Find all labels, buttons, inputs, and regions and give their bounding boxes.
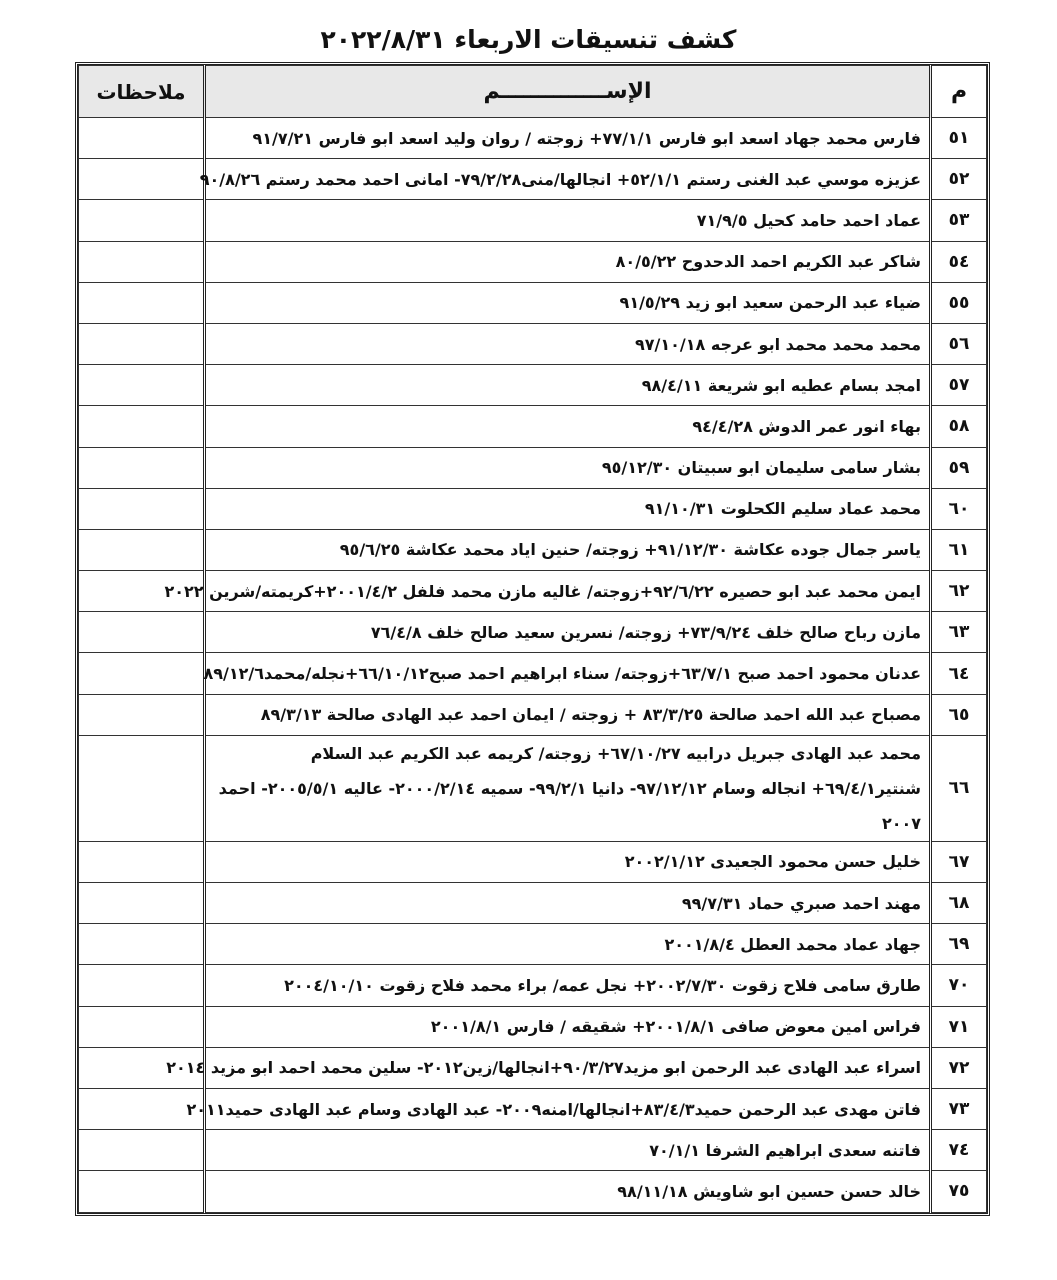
row-number: ٦٩ — [931, 924, 987, 965]
row-notes — [79, 406, 205, 447]
header-notes: ملاحظات — [79, 66, 205, 118]
row-number: ٧٠ — [931, 965, 987, 1006]
table-row — [79, 571, 987, 612]
table-row — [79, 735, 987, 841]
row-notes — [79, 924, 205, 965]
table-row — [79, 365, 987, 406]
row-number: ٥١ — [931, 118, 987, 159]
row-number: ٥٧ — [931, 365, 987, 406]
row-notes — [79, 653, 205, 694]
row-number: ٧١ — [931, 1006, 987, 1047]
table-row — [79, 883, 987, 924]
row-number: ٥٤ — [931, 241, 987, 282]
row-notes — [79, 488, 205, 529]
row-number: ٦١ — [931, 529, 987, 570]
table-row — [79, 241, 987, 282]
table-row — [79, 1006, 987, 1047]
row-name: طارق سامى فلاح زقوت ٢٠٠٢/٧/٣٠+ نجل عمه/ براء محمد فلاح زقوت ٢٠٠٤/١٠/١٠ — [205, 965, 931, 1006]
row-number: ٦٧ — [931, 841, 987, 882]
row-name: عزيزه موسي عبد الغنى رستم ٥٢/١/١+ انجالها/منى٧٩/٢/٢٨- امانى احمد محمد رستم ٩٠/٨/٢٦ — [205, 159, 931, 200]
row-name: ضياء عبد الرحمن سعيد ابو زيد ٩١/٥/٢٩ — [205, 282, 931, 323]
table-row — [79, 965, 987, 1006]
row-notes — [79, 118, 205, 159]
row-name: محمد عبد الهادى جبريل درابيه ٦٧/١٠/٢٧+ زوجته/ كريمه عبد الكريم عبد السلام شنتير٦٩/٤/١+ انجاله وسام ٩٧/١٢/١٢- دانيا ٩٩/٢/١- سميه ٢٠٠٠/٢/١٤- عاليه ٢٠٠٥/٥/١- احمد ٢٠٠٧ — [205, 735, 931, 841]
row-notes — [79, 735, 205, 841]
table-row — [79, 924, 987, 965]
row-name: عدنان محمود احمد صبح ٦٣/٧/١+زوجته/ سناء ابراهيم احمد صبح٦٦/١٠/١٢+نجله/محمد٨٩/١٢/٦ — [205, 653, 931, 694]
row-notes — [79, 365, 205, 406]
row-notes — [79, 965, 205, 1006]
row-name: شاكر عبد الكريم احمد الدحدوح ٨٠/٥/٢٢ — [205, 241, 931, 282]
row-notes — [79, 241, 205, 282]
table-row — [79, 1047, 987, 1088]
header-name: الإســــــــــــــم — [205, 66, 931, 118]
row-name: اسراء عبد الهادى عبد الرحمن ابو مزيد٩٠/٣/٢٧+انجالها/زين٢٠١٢- سلين محمد احمد ابو مزيد ٢٠١٤ — [205, 1047, 931, 1088]
row-notes — [79, 200, 205, 241]
coordination-sheet — [75, 62, 990, 1216]
row-name: محمد عماد سليم الكحلوت ٩١/١٠/٣١ — [205, 488, 931, 529]
table-row — [79, 159, 987, 200]
row-number: ٥٣ — [931, 200, 987, 241]
table-header-row — [79, 66, 987, 118]
table-row — [79, 1088, 987, 1129]
row-number: ٦٢ — [931, 571, 987, 612]
row-notes — [79, 282, 205, 323]
table-body — [79, 118, 987, 1213]
row-notes — [79, 883, 205, 924]
row-name: خالد حسن حسين ابو شاويش ٩٨/١١/١٨ — [205, 1171, 931, 1212]
row-name: جهاد عماد محمد العطل ٢٠٠١/٨/٤ — [205, 924, 931, 965]
table-row — [79, 200, 987, 241]
row-name: عماد احمد حامد كحيل ٧١/٩/٥ — [205, 200, 931, 241]
row-number: ٧٢ — [931, 1047, 987, 1088]
row-notes — [79, 447, 205, 488]
row-name: مازن رباح صالح خلف ٧٣/٩/٢٤+ زوجته/ نسرين سعيد صالح خلف ٧٦/٤/٨ — [205, 612, 931, 653]
row-number: ٦٥ — [931, 694, 987, 735]
row-number: ٥٦ — [931, 323, 987, 364]
row-notes — [79, 529, 205, 570]
row-number: ٥٩ — [931, 447, 987, 488]
row-name: بهاء انور عمر الدوش ٩٤/٤/٢٨ — [205, 406, 931, 447]
table-row — [79, 1130, 987, 1171]
table-row — [79, 323, 987, 364]
row-number: ٧٣ — [931, 1088, 987, 1129]
row-number: ٦٨ — [931, 883, 987, 924]
row-name: ياسر جمال جوده عكاشة ٩١/١٢/٣٠+ زوجته/ حنين اياد محمد عكاشة ٩٥/٦/٢٥ — [205, 529, 931, 570]
names-table — [78, 65, 987, 1213]
row-number: ٧٥ — [931, 1171, 987, 1212]
row-notes — [79, 841, 205, 882]
row-notes — [79, 612, 205, 653]
row-number: ٥٨ — [931, 406, 987, 447]
row-number: ٦٦ — [931, 735, 987, 841]
row-notes — [79, 1171, 205, 1212]
page-title: كشف تنسيقات الاربعاء ٢٠٢٢/٨/٣١ — [320, 25, 737, 54]
row-number: ٥٥ — [931, 282, 987, 323]
row-number: ٥٢ — [931, 159, 987, 200]
table-row — [79, 118, 987, 159]
table-row — [79, 488, 987, 529]
table-row — [79, 653, 987, 694]
row-number: ٦٤ — [931, 653, 987, 694]
row-name: مهند احمد صبري حماد ٩٩/٧/٣١ — [205, 883, 931, 924]
table-row — [79, 282, 987, 323]
table-row — [79, 1171, 987, 1212]
row-name: فراس امين معوض صافى ٢٠٠١/٨/١+ شقيقه / فارس ٢٠٠١/٨/١ — [205, 1006, 931, 1047]
row-notes — [79, 1006, 205, 1047]
row-name: فاتن مهدى عبد الرحمن حميد٨٣/٤/٣+انجالها/امنه٢٠٠٩- عبد الهادى وسام عبد الهادى حميد٢٠١١ — [205, 1088, 931, 1129]
table-row — [79, 447, 987, 488]
table-row — [79, 529, 987, 570]
table-row — [79, 612, 987, 653]
row-number: ٧٤ — [931, 1130, 987, 1171]
row-name: مصباح عبد الله احمد صالحة ٨٣/٣/٢٥ + زوجته / ايمان احمد عبد الهادى صالحة ٨٩/٣/١٣ — [205, 694, 931, 735]
header-number: م — [931, 66, 987, 118]
row-notes — [79, 694, 205, 735]
row-name: محمد محمد محمد ابو عرجه ٩٧/١٠/١٨ — [205, 323, 931, 364]
row-notes — [79, 159, 205, 200]
row-number: ٦٠ — [931, 488, 987, 529]
row-name: خليل حسن محمود الجعيدى ٢٠٠٢/١/١٢ — [205, 841, 931, 882]
row-number: ٦٣ — [931, 612, 987, 653]
table-row — [79, 694, 987, 735]
row-name: ايمن محمد عبد ابو حصيره ٩٢/٦/٢٢+زوجته/ غاليه مازن محمد فلفل ٢٠٠١/٤/٢+كريمته/شرين ٢٠٢٢ — [205, 571, 931, 612]
row-notes — [79, 1130, 205, 1171]
row-name: فاتنه سعدى ابراهيم الشرفا ٧٠/١/١ — [205, 1130, 931, 1171]
table-row — [79, 841, 987, 882]
row-name: فارس محمد جهاد اسعد ابو فارس ٧٧/١/١+ زوجته / روان وليد اسعد ابو فارس ٩١/٧/٢١ — [205, 118, 931, 159]
table-row — [79, 406, 987, 447]
row-name: امجد بسام عطيه ابو شريعة ٩٨/٤/١١ — [205, 365, 931, 406]
row-name: بشار سامى سليمان ابو سبيتان ٩٥/١٢/٣٠ — [205, 447, 931, 488]
row-notes — [79, 323, 205, 364]
